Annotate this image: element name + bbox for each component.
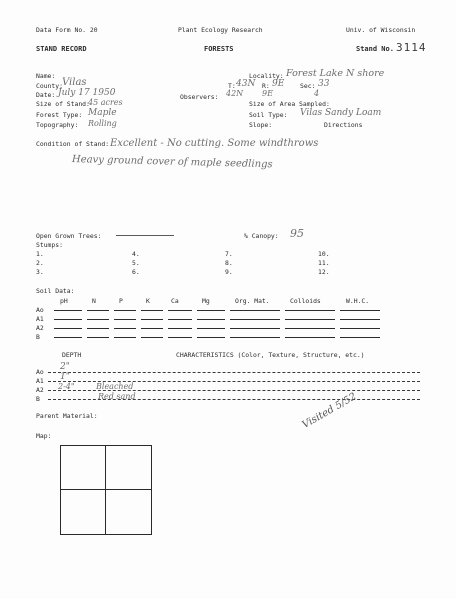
locality-handwritten: Forest Lake N shore <box>286 68 385 79</box>
open-grown-line <box>116 235 174 236</box>
soil-row-label: A1 <box>36 315 44 323</box>
forest-type-label: Forest Type: <box>36 111 83 119</box>
stump-5: 5. <box>132 259 140 267</box>
soil-row-label: B <box>36 333 40 341</box>
section2-handwritten: 4 <box>314 89 320 98</box>
topography-label: Topography: <box>36 121 79 129</box>
soil-col-colloids: Colloids <box>290 297 321 305</box>
university: Univ. of Wisconsin <box>346 26 416 34</box>
depth-row-label-a1: A1 <box>36 377 44 385</box>
stump-9: 9. <box>225 268 233 276</box>
topography-handwritten: Rolling <box>88 119 117 128</box>
canopy-label: % Canopy: <box>244 232 279 240</box>
depth-line-ao <box>48 372 420 373</box>
visited-note-handwritten: Visited 5/52 <box>300 391 359 431</box>
forest-type-handwritten: Maple <box>88 108 117 118</box>
stump-4: 4. <box>132 250 140 258</box>
size-of-stand-label: Size of Stand: <box>36 100 90 108</box>
observers-label: Observers: <box>180 93 219 101</box>
soil-row-b <box>36 333 385 341</box>
soil-row-label: Ao <box>36 306 44 314</box>
soil-type-handwritten: Vilas Sandy Loam <box>300 108 382 118</box>
range-label: R: <box>262 82 270 90</box>
depth-a2-handwritten: 2-4" <box>58 382 75 391</box>
township-label: T: <box>228 82 236 90</box>
township2-handwritten: 42N <box>226 89 244 98</box>
stump-7: 7. <box>225 250 233 258</box>
directions-label: Directions <box>324 121 363 129</box>
map-vertical-divider <box>105 446 106 534</box>
soil-type-label: Soil Type: <box>249 111 288 119</box>
slope-label: Slope: <box>249 121 273 129</box>
condition-line-1: Excellent - No cutting. Some windthrows <box>110 138 319 149</box>
section-title: FORESTS <box>204 45 234 53</box>
soil-row-a1 <box>36 315 385 323</box>
county-handwritten: Vilas <box>62 77 87 88</box>
characteristics-label: CHARACTERISTICS (Color, Texture, Structure, etc.) <box>176 351 365 359</box>
range-handwritten: 9E <box>272 79 285 89</box>
size-of-area-label: Size of Area Sampled: <box>249 100 330 108</box>
stump-10: 10. <box>318 250 330 258</box>
parent-material-label: Parent Material: <box>36 412 98 420</box>
depth-ao-handwritten: 2" <box>60 362 70 372</box>
depth-label: DEPTH <box>62 351 82 359</box>
soil-col-p: P <box>119 297 123 305</box>
stand-number-value: 3114 <box>396 41 427 54</box>
map-box <box>60 445 152 535</box>
section-handwritten: 33 <box>318 79 330 89</box>
characteristics-a2-handwritten: Bleached <box>96 382 134 391</box>
locality-label: Locality: <box>249 72 284 80</box>
stump-2: 2. <box>36 259 44 267</box>
soil-row-label: A2 <box>36 324 44 332</box>
section-label: Sec: <box>300 82 316 90</box>
stump-1: 1. <box>36 250 44 258</box>
depth-row-label-b: B <box>36 395 40 403</box>
record-title: STAND RECORD <box>36 45 87 53</box>
depth-row-label-ao: Ao <box>36 368 44 376</box>
canopy-handwritten: 95 <box>290 227 304 240</box>
stump-3: 3. <box>36 268 44 276</box>
form-number: Data Form No. 20 <box>36 26 98 34</box>
name-label: Name: <box>36 72 56 80</box>
date-label: Date: <box>36 91 56 99</box>
depth-a1-handwritten: 1" <box>60 372 70 382</box>
condition-line-2: Heavy ground cover of maple seedlings <box>71 154 273 171</box>
stump-6: 6. <box>132 268 140 276</box>
organization: Plant Ecology Research <box>178 26 263 34</box>
stand-number-label: Stand No. <box>356 45 394 53</box>
soil-col-whc: W.H.C. <box>346 297 370 305</box>
stumps-label: Stumps: <box>36 241 63 249</box>
condition-label: Condition of Stand: <box>36 140 110 148</box>
soil-row-a2 <box>36 324 385 332</box>
stump-8: 8. <box>225 259 233 267</box>
township-handwritten: 43N <box>236 79 256 89</box>
soil-data-label: Soil Data: <box>36 287 75 295</box>
range2-handwritten: 9E <box>262 89 273 98</box>
soil-col-ca: Ca <box>171 297 179 305</box>
soil-col-k: K <box>146 297 150 305</box>
characteristics-b-handwritten: Red sand <box>98 392 136 401</box>
county-label: County: <box>36 82 63 90</box>
soil-col-org-mat: Org. Mat. <box>235 297 270 305</box>
depth-row-label-a2: A2 <box>36 386 44 394</box>
map-horizontal-divider <box>61 489 151 490</box>
soil-col-ph: pH <box>60 297 68 305</box>
open-grown-trees-label: Open Grown Trees: <box>36 232 102 240</box>
date-handwritten: July 17 1950 <box>58 88 116 98</box>
soil-col-n: N <box>92 297 96 305</box>
soil-col-mg: Mg <box>202 297 210 305</box>
map-label: Map: <box>36 432 52 440</box>
size-handwritten: 45 acres <box>88 98 123 107</box>
soil-row-ao <box>36 306 385 314</box>
stump-12: 12. <box>318 268 330 276</box>
stump-11: 11. <box>318 259 330 267</box>
